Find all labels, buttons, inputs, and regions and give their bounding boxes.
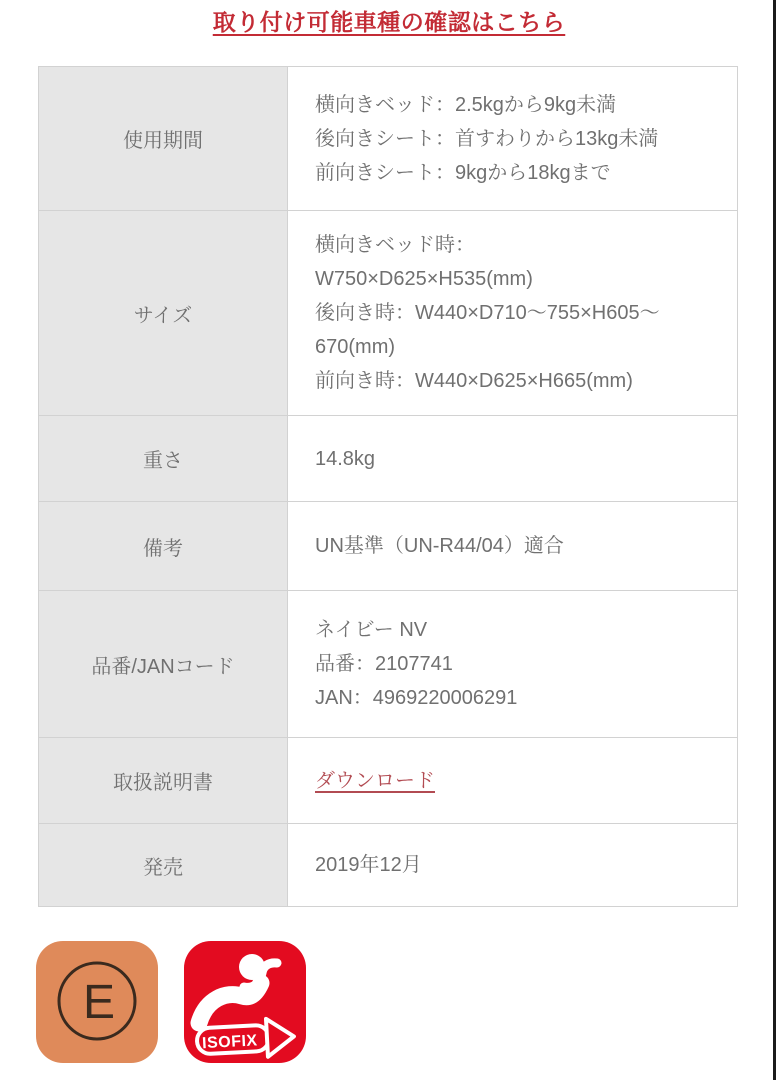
e-mark-certification-icon (36, 941, 158, 1063)
row-value (288, 591, 737, 737)
value-line: 後向きシート：首すわりから13kg未満 (315, 127, 659, 150)
value-line: 前向きシート：9kgから18kgまで (315, 161, 611, 184)
row-label: サイズ (39, 211, 288, 415)
row-value (288, 502, 737, 590)
value-line: 14.8kg (315, 447, 376, 470)
value-line: 2019年12月 (315, 854, 422, 876)
row-label: 備考 (39, 502, 288, 590)
row-value (288, 824, 737, 906)
manual-download-link[interactable]: ダウンロード (315, 769, 435, 792)
vehicle-compatibility-link[interactable]: 取り付け可能車種の確認はこちら (212, 9, 566, 35)
row-value (288, 211, 737, 415)
value-line: 前向き時：W440×D625×H665(mm) (315, 370, 633, 392)
row-label: 品番/JANコード (39, 591, 288, 737)
table-row-size (39, 211, 737, 416)
certification-badges (36, 941, 306, 1063)
row-label: 取扱説明書 (39, 738, 288, 823)
value-line: 横向きベッド時： (315, 234, 475, 256)
row-label: 重さ (39, 416, 288, 501)
value-line: ネイビー NV (315, 619, 428, 641)
value-line: 横向きベッド：2.5kgから9kg未満 (315, 93, 617, 116)
header (0, 4, 778, 37)
value-line: 後向き時：W440×D710〜755×H605〜670(mm) (315, 302, 660, 358)
isofix-label: ISOFIX (201, 1032, 259, 1053)
row-value (288, 738, 737, 823)
table-row-part-number (39, 591, 737, 738)
e-mark-letter: E (82, 976, 116, 1029)
row-value (288, 416, 737, 501)
spec-table (38, 66, 738, 907)
row-label: 使用期間 (39, 67, 288, 210)
value-line: UN基準（UN-R44/04）適合 (315, 535, 564, 557)
table-row-release-date (39, 824, 737, 906)
table-row-usage-period (39, 67, 737, 211)
table-row-weight (39, 416, 737, 502)
isofix-icon (184, 941, 306, 1063)
value-line: JAN：4969220006291 (315, 687, 518, 709)
screen-edge-line (773, 0, 776, 1080)
table-row-notes (39, 502, 737, 591)
row-label: 発売 (39, 824, 288, 906)
value-line: 品番：2107741 (315, 653, 453, 675)
value-line: W750×D625×H535(mm) (315, 268, 533, 290)
row-value (288, 67, 737, 210)
table-row-manual (39, 738, 737, 824)
